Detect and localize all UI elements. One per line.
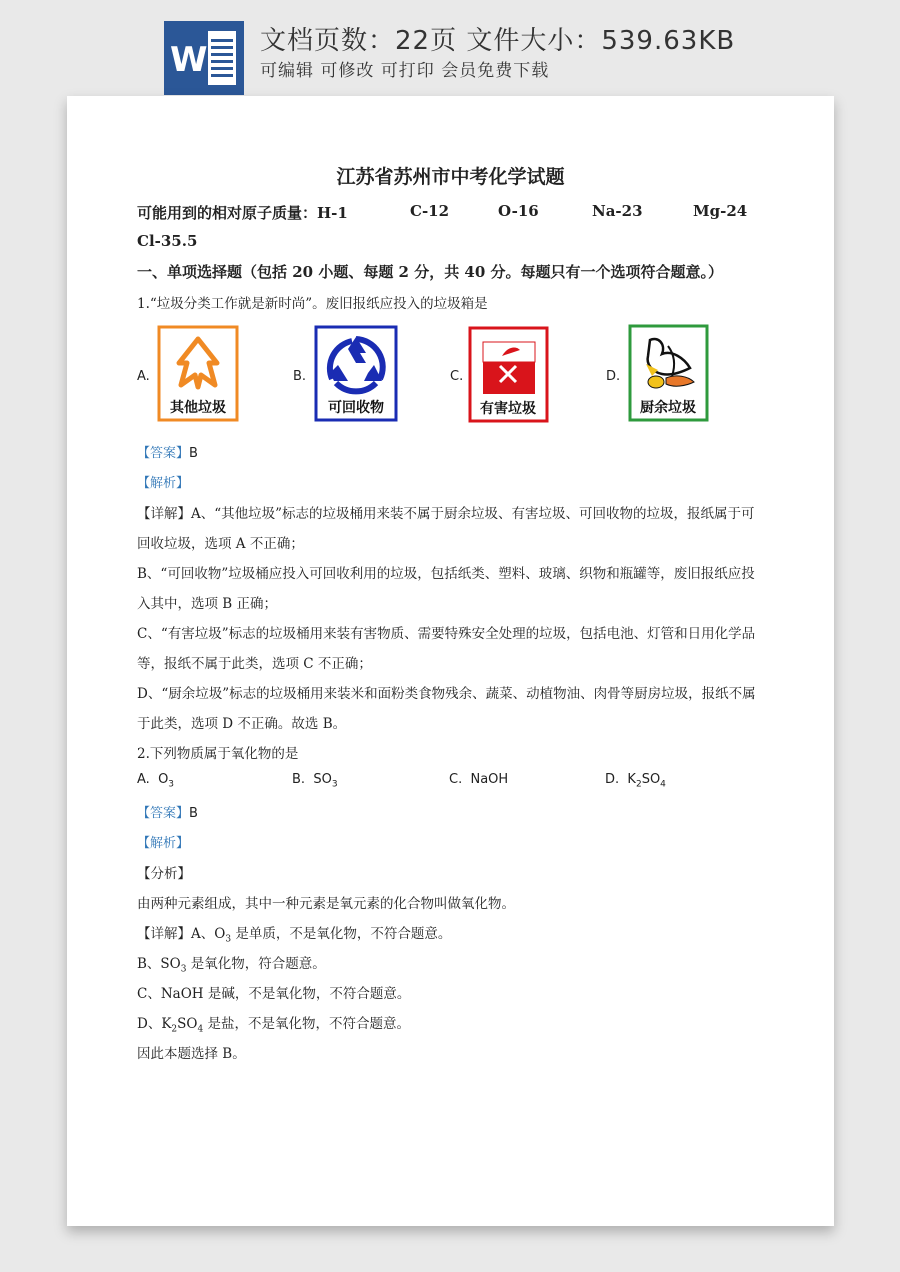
option-c-caption: 有害垃圾 [480, 401, 536, 417]
q1-explain-line: 于此类，选项 D 不正确。故选 B。 [137, 716, 347, 732]
atomic-mass-na: Na-23 [592, 202, 643, 220]
question-1: 1.“垃圾分类工作就是新时尚”。废旧报纸应投入的垃圾箱是 [137, 296, 488, 312]
atomic-mass-mg: Mg-24 [693, 202, 748, 220]
option-d-caption: 厨余垃圾 [640, 400, 696, 416]
q1-explain-line: 入其中，选项 B 正确； [137, 596, 278, 612]
recycle-icon [314, 325, 398, 422]
option-d-letter: D. [606, 369, 621, 384]
q2-option-c: C. NaOH [449, 772, 509, 787]
option-a-letter: A. [137, 369, 150, 384]
atomic-mass-cl: Cl-35.5 [137, 232, 198, 250]
q1-explain-line: C、“有害垃圾”标志的垃圾桶用来装有害物质、需要特殊安全处理的垃圾，包括电池、灯管和日用化学品 [137, 626, 756, 642]
option-b-caption: 可回收物 [328, 400, 384, 416]
hazardous-waste-icon [468, 326, 549, 423]
word-doc-icon [164, 21, 244, 95]
answer-tag: 【答案】 [137, 446, 190, 461]
q2-fenxi: 由两种元素组成，其中一种元素是氧元素的化合物叫做氧化物。 [137, 896, 515, 912]
svg-text:W: W [170, 40, 208, 80]
q1-explain-line: B、“可回收物”垃圾桶应投入可回收利用的垃圾，包括纸类、塑料、玻璃、织物和瓶罐等，废旧报纸应投 [137, 566, 755, 582]
q1-explain-line: 等，报纸不属于此类，选项 C 不正确； [137, 656, 372, 672]
q2-option-a: A. $O_3$ [137, 772, 175, 790]
q2-option-b: B. $SO_3$ [292, 772, 338, 790]
q1-answer-value: B [189, 446, 198, 461]
q2-option-d: D. $K_2SO_4$ [605, 772, 666, 790]
atomic-mass-c: C-12 [410, 202, 450, 220]
option-b-letter: B. [293, 369, 307, 384]
q1-explain-line: D、“厨余垃圾”标志的垃圾桶用来装米和面粉类食物残余、蔬菜、动植物油、肉骨等厨房垃圾，报纸不属 [137, 686, 756, 702]
q2-analysis-tag: 【解析】 [137, 836, 190, 851]
question-2: 2.下列物质属于氧化物的是 [137, 746, 299, 762]
atomic-mass-o: O-16 [498, 202, 539, 220]
q2-fenxi-tag: 【分析】 [137, 866, 191, 882]
document-page [67, 96, 834, 1226]
doc-info-subtitle: 可编辑 可修改 可打印 会员免费下载 [260, 61, 550, 81]
section-heading: 一、单项选择题（包括 20 小题、每题 2 分，共 40 分。每题只有一个选项符合题意。） [137, 263, 724, 281]
q2-explain-line: C、NaOH 是碱，不是氧化物，不符合题意。 [137, 986, 411, 1002]
doc-info-title: 文档页数：22页 文件大小：539.63KB [260, 26, 736, 56]
q2-answer: 【答案】B [137, 806, 198, 821]
kitchen-waste-icon [628, 324, 709, 422]
q2-explain-line: D、$K_2SO_4$ 是盐，不是氧化物，不符合题意。 [137, 1016, 411, 1035]
option-a-caption: 其他垃圾 [170, 400, 226, 416]
q2-explain-line: B、$SO_3$ 是氧化物，符合题意。 [137, 956, 326, 975]
q2-explain-line: 因此本题选择 B。 [137, 1046, 246, 1062]
q1-analysis-tag: 【解析】 [137, 476, 190, 491]
other-waste-icon [157, 325, 239, 422]
q1-explain-line: 回收垃圾，选项 A 不正确； [137, 536, 304, 552]
q1-explain-line: 【详解】A、“其他垃圾”标志的垃圾桶用来装不属于厨余垃圾、有害垃圾、可回收物的垃圾，报纸属于可 [137, 506, 755, 522]
atomic-mass-lead: 可能用到的相对原子质量：H-1 [137, 204, 348, 222]
page-title: 江苏省苏州市中考化学试题 [336, 166, 565, 188]
download-banner [0, 0, 900, 100]
q2-explain-line: 【详解】A、$O_3$ 是单质，不是氧化物，不符合题意。 [137, 926, 452, 945]
option-c-letter: C. [450, 369, 464, 384]
q1-answer [137, 442, 198, 461]
